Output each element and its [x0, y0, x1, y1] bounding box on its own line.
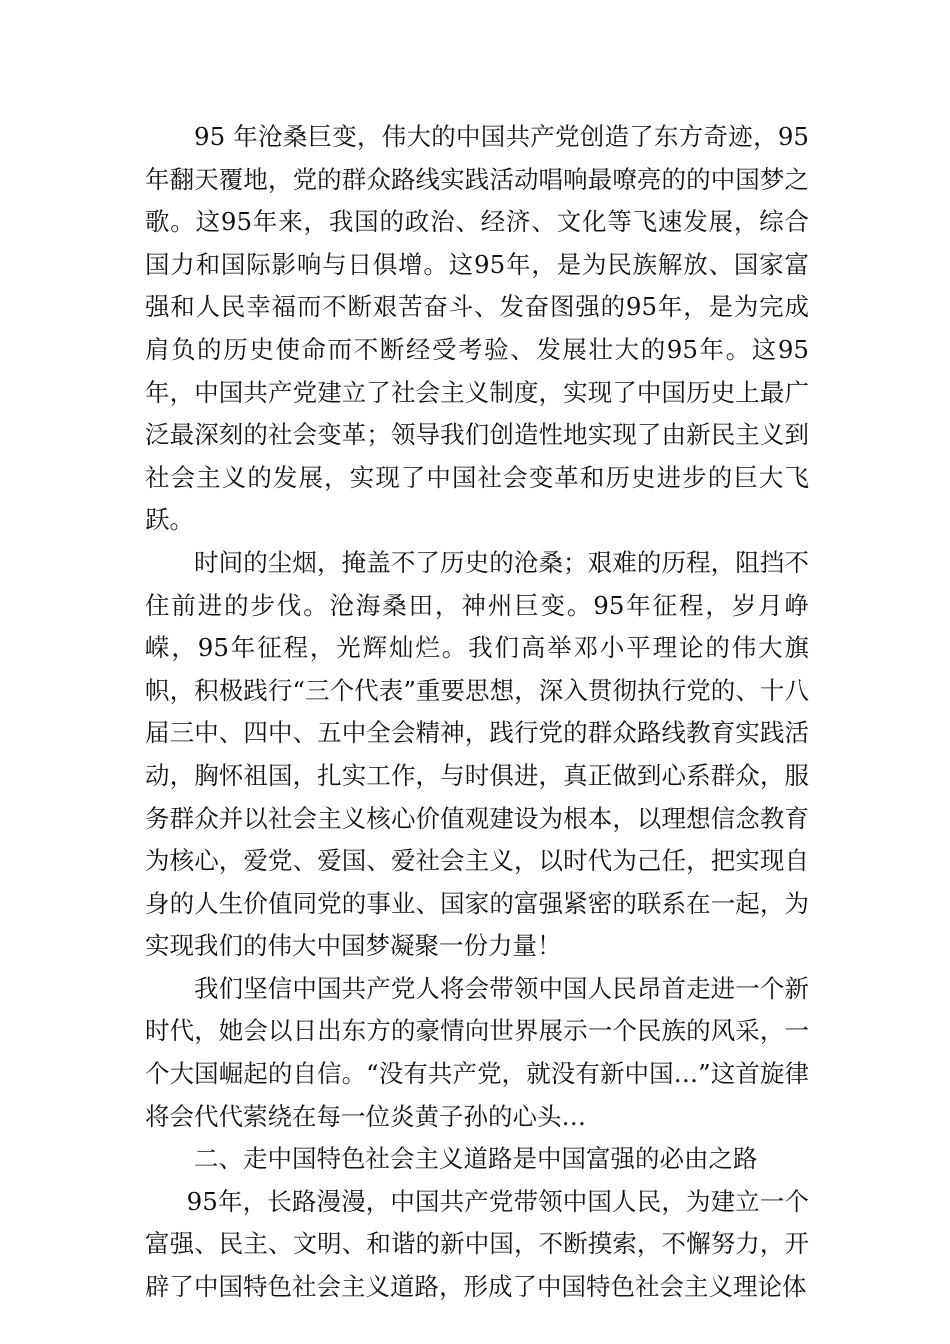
section-heading: 二、走中国特色社会主义道路是中国富强的必由之路	[194, 1144, 758, 1174]
paragraph-1: 95 年沧桑巨变，伟大的中国共产党创造了东方奇迹，95年翻天覆地，党的群众路线实践活动唱响最嘹亮的的中国梦之歌。这95年来，我国的政治、经济、文化等飞速发展，综合国力和国际影响与日俱增。这95年，是为民族解放、国家富强和人民幸福而不断艰苦奋斗、发奋图强的95年，是为完成肩负的历史使命而不断经受考验、发展壮大的95年。这95年，中国共产党建立了社会主义制度，实现了中国历史上最广泛最深刻的社会变革；领导我们创造性地实现了由新民主义到社会主义的发展，实现了中国社会变革和历史进步的巨大飞跃。	[145, 122, 809, 535]
document-body	[145, 116, 809, 1309]
paragraph-3: 我们坚信中国共产党人将会带领中国人民昂首走进一个新时代，她会以日出东方的豪情向世界展示一个民族的风采，一个大国崛起的自信。“没有共产党，就没有新中国…”这首旋律将会代代萦绕在每一位炎黄子孙的心头…	[145, 973, 809, 1131]
paragraph-4: 95年，长路漫漫，中国共产党带领中国人民，为建立一个富强、民主、文明、和谐的新中国，不断摸索，不懈努力，开辟了中国特色社会主义道路，形成了中国特色社会主义理论体	[145, 1186, 809, 1302]
paragraph-2: 时间的尘烟，掩盖不了历史的沧桑；艰难的历程，阻挡不住前进的步伐。沧海桑田，神州巨变。95年征程，岁月峥嵘，95年征程，光辉灿烂。我们高举邓小平理论的伟大旗帜，积极践行“三个代表”重要思想，深入贯彻执行党的、十八届三中、四中、五中全会精神，践行党的群众路线教育实践活动，胸怀祖国，扎实工作，与时俱进，真正做到心系群众，服务群众并以社会主义核心价值观建设为根本，以理想信念教育为核心，爱党、爱国、爱社会主义，以时代为己任，把实现自身的人生价值同党的事业、国家的富强紧密的联系在一起，为实现我们的伟大中国梦凝聚一份力量！	[145, 547, 809, 961]
